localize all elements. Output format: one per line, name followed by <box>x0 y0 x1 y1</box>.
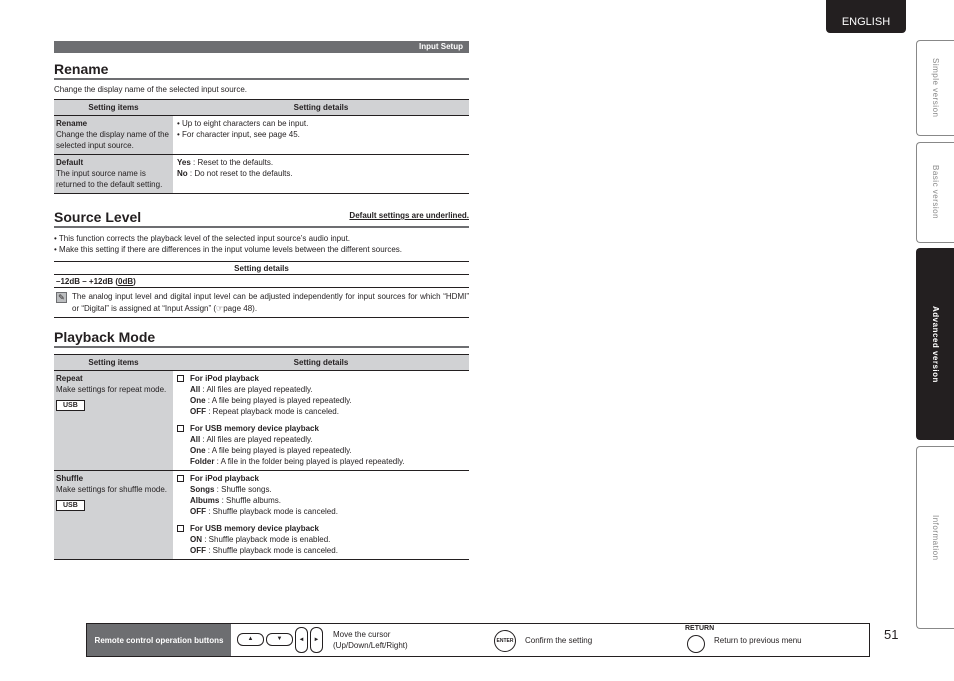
remote-control-bar <box>86 623 870 657</box>
table-row: Rename Change the display name of the selected input source. • Up to eight characters can be input. • For character input, see page 45. <box>54 116 469 155</box>
page-number: 51 <box>884 627 899 642</box>
table-row: Shuffle Make settings for shuffle mode. USB For iPod playback Songs : Shuffle songs. Albums : Shuffle albums. OFF : Shuffle playback mode is canceled. For USB memory device playback ON : Shuffle playback mode is enabled. OFF : Shuffle playback mode is canceled. <box>54 471 469 560</box>
col-setting-details: Setting details <box>173 100 469 116</box>
side-tab-simple[interactable]: Simple version <box>916 40 954 136</box>
playback-table: Setting items Setting details Repeat Make settings for repeat mode. USB For iPod playback All : All files are played repeatedly. One : A file being played is played repeatedly. OFF : Repeat playback mode is canceled. For USB memory device playback All : All files are played repeatedly. One : A file being played is played repeatedly. Folder : A file in the folder being played is played repeatedly. Shuffle Make settings for shuffle mode. USB For iPod playback Songs : Shuffle songs. Albums : Shuffle albums. OFF : Shuffle playback mode is canceled. For USB memory device playback ON : Shuffle playback mode is enabled. OFF : Shuffle playback mode is canceled. <box>54 354 469 560</box>
usb-badge: USB <box>56 400 85 411</box>
arrow-right-icon: ► <box>310 627 323 653</box>
checkbox-icon <box>177 375 184 382</box>
table-row: Repeat Make settings for repeat mode. USB For iPod playback All : All files are played repeatedly. One : A file being played is played repeatedly. OFF : Repeat playback mode is canceled. For USB memory device playback All : All files are played repeatedly. One : A file being played is played repeatedly. Folder : A file in the folder being played is played repeatedly. <box>54 371 469 471</box>
return-text: Return to previous menu <box>714 636 802 645</box>
remote-label: Remote control operation buttons <box>87 624 231 656</box>
enter-text: Confirm the setting <box>525 636 593 645</box>
enter-button-icon: ENTER <box>494 630 516 652</box>
language-tab: ENGLISH <box>826 0 906 33</box>
checkbox-icon <box>177 525 184 532</box>
cursor-text: Move the cursor (Up/Down/Left/Right) <box>333 630 408 650</box>
source-level-desc: • This function corrects the playback level of the selected input source’s audio input. • Make this setting if there are differences in the input volume levels between the different sources. <box>54 234 403 254</box>
source-level-table: Setting details –12dB – +12dB (0dB) <box>54 261 469 288</box>
rename-title: Rename <box>54 61 469 80</box>
source-level-title: Source Level Default settings are underlined. <box>54 209 469 228</box>
rename-desc: Change the display name of the selected input source. <box>54 85 248 94</box>
range-value: –12dB – +12dB (0dB) <box>54 275 469 288</box>
cursor-buttons <box>237 627 323 653</box>
table-row: Default The input source name is returned to the default setting. Yes : Reset to the defaults. No : Do not reset to the defaults. <box>54 155 469 194</box>
checkbox-icon <box>177 475 184 482</box>
section-header: Input Setup <box>54 41 469 53</box>
usb-badge: USB <box>56 500 85 511</box>
side-tab-advanced[interactable]: Advanced version <box>916 248 954 440</box>
side-tab-basic[interactable]: Basic version <box>916 142 954 243</box>
memo-note: ✎ The analog input level and digital input level can be adjusted independently for input sources for which “HDMI” or “Digital” is assigned at “Input Assign” (☞page 48). <box>54 291 469 318</box>
side-tab-information[interactable]: Information <box>916 446 954 629</box>
default-note: Default settings are underlined. <box>349 211 469 220</box>
col-setting-items: Setting items <box>54 100 173 116</box>
pencil-icon: ✎ <box>56 292 67 303</box>
return-label: RETURN <box>685 625 715 632</box>
arrow-down-icon: ▼ <box>266 633 293 646</box>
checkbox-icon <box>177 425 184 432</box>
playback-mode-title: Playback Mode <box>54 329 469 348</box>
rename-table <box>54 99 469 194</box>
arrow-left-icon: ◄ <box>295 627 308 653</box>
return-button-icon <box>687 635 705 653</box>
arrow-up-icon: ▲ <box>237 633 264 646</box>
